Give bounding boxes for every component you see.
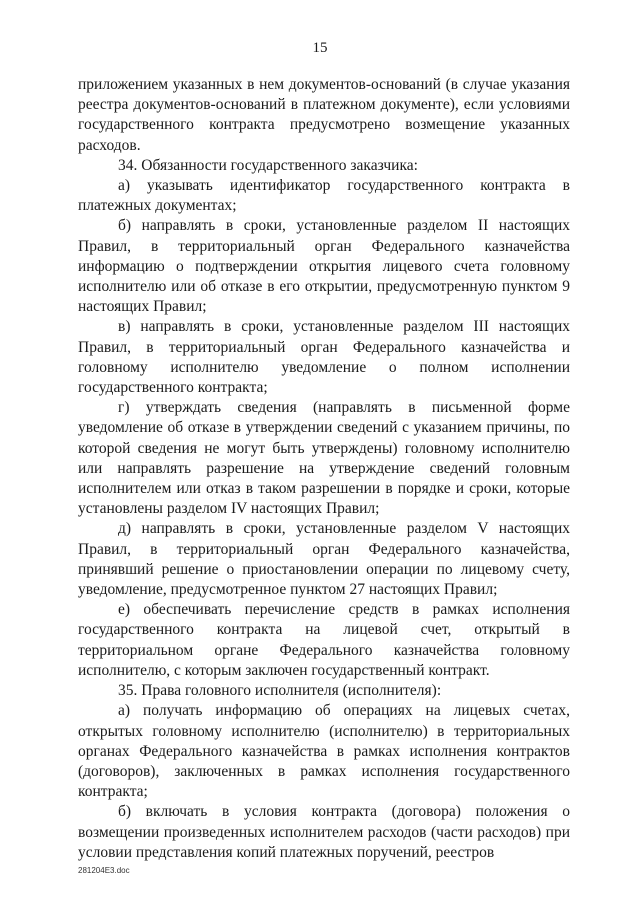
footer-filename: 281204E3.doc	[78, 866, 130, 875]
paragraph-item: д) направлять в сроки, установленные разделом V настоящих Правил, в территориальный орган Федерального казначейства, принявший решение о приостановлении операции по лицевому счету, уведомление, предусмотренное пунктом 27 настоящих Правил;	[78, 520, 570, 599]
paragraph-item: в) направлять в сроки, установленные разделом III настоящих Правил, в территориальный орган Федерального казначейства и головному исполнителю уведомление о полном исполнении государственного контракта;	[78, 318, 570, 397]
page-number: 15	[312, 40, 328, 56]
document-body	[78, 75, 570, 863]
paragraph: приложением указанных в нем документов-оснований (в случае указания реестра документов-оснований в платежном документе), если условиями государственного контракта предусмотрено возмещение указанных расходов.	[78, 76, 570, 154]
paragraph-item: б) направлять в сроки, установленные разделом II настоящих Правил, в территориальный орган Федерального казначейства информацию о подтверждении открытия лицевого счета головному исполнителю или об отказе в его открытии, предусмотренную пунктом 9 настоящих Правил;	[78, 217, 570, 316]
paragraph-heading-35: 35. Права головного исполнителя (исполнителя):	[118, 682, 442, 700]
paragraph-item: а) указывать идентификатор государственного контракта в платежных документах;	[78, 177, 570, 215]
paragraph-item: г) утверждать сведения (направлять в письменной форме уведомление об отказе в утверждении сведений с указанием причины, по которой сведения не могут быть утверждены) головному исполнителю или направлять разрешение на утверждение сведений головным исполнителем или отказ в таком разрешении в порядке и сроки, которые установлены разделом IV настоящих Правил;	[78, 399, 570, 518]
paragraph-item: е) обеспечивать перечисление средств в рамках исполнения государственного контракта на лицевой счет, открытый в территориальном органе Федерального казначейства головному исполнителю, с которым заключен государственный контракт.	[78, 601, 570, 679]
paragraph-heading-34: 34. Обязанности государственного заказчика:	[118, 156, 418, 174]
paragraph-item: б) включать в условия контракта (договора) положения о возмещении произведенных исполнителем расходов (части расходов) при условии представления копий платежных поручений, реестров	[78, 803, 570, 861]
paragraph-item: а) получать информацию об операциях на лицевых счетах, открытых головному исполнителю (исполнителю) в территориальных органах Федерального казначейства в рамках исполнения контрактов (договоров), заключенных в рамках исполнения государственного контракта;	[78, 702, 570, 801]
